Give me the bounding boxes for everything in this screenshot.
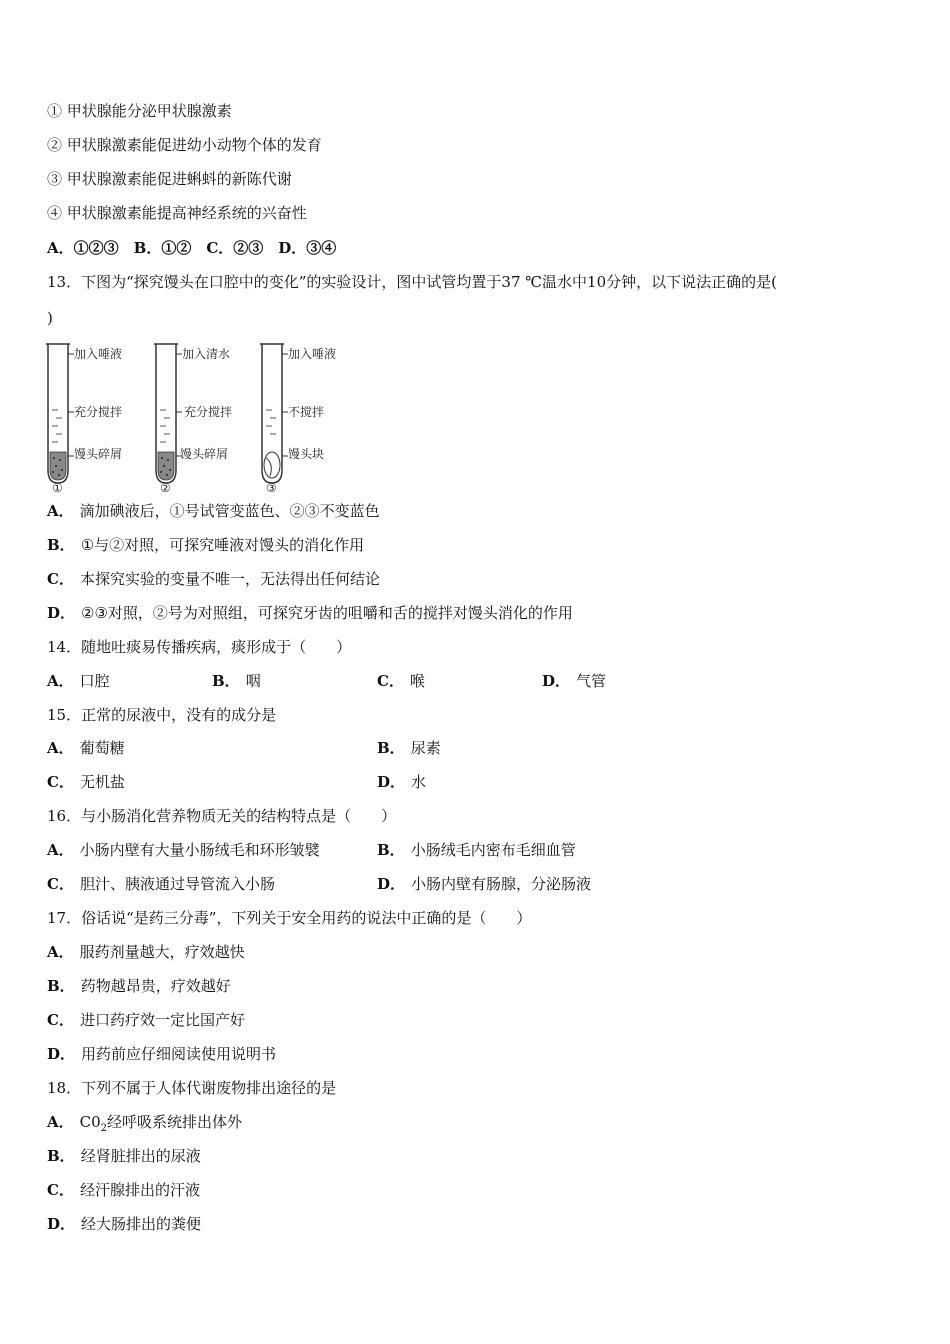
option-text: 经大肠排出的粪便 [81, 1215, 202, 1233]
option-text: 水 [411, 773, 427, 791]
q17-option-c [47, 1010, 245, 1030]
option-text: 胆汁、胰液通过导管流入小肠 [79, 875, 275, 893]
option-text: 本探究实验的变量不唯一，无法得出任何结论 [79, 570, 380, 588]
tube-3-mid-label: 不搅拌 [288, 405, 325, 419]
q13-stem-end: ) [47, 309, 53, 327]
tube-1-top-label: 加入唾液 [74, 347, 123, 361]
q15-option-c [47, 772, 125, 792]
option-text: 小肠内壁有大量小肠绒毛和环形皱襞 [79, 841, 320, 859]
option-text: 气管 [576, 672, 607, 690]
q17-option-d [47, 1044, 276, 1064]
q14-option-d [542, 671, 606, 691]
option-letter: C． [47, 1181, 74, 1199]
q16-stem: 16．与小肠消化营养物质无关的结构特点是（ ） [47, 807, 397, 825]
q13-option-d [47, 603, 573, 623]
tube-3 [260, 344, 288, 483]
option-letter: A． [47, 841, 74, 859]
q13-option-b [47, 535, 364, 555]
q14-option-c [377, 671, 425, 691]
option-text: 葡萄糖 [79, 739, 125, 757]
q15-option-d [377, 772, 426, 792]
q18-option-c [47, 1180, 200, 1200]
q12-statement-2: ② 甲状腺激素能促进幼小动物个体的发育 [47, 136, 322, 154]
q12-statement-4: ④ 甲状腺激素能提高神经系统的兴奋性 [47, 204, 307, 222]
option-letter: C． [47, 875, 74, 893]
tube-2-bottom-label: 馒头碎屑 [180, 447, 229, 461]
option-text: ②③对照，②号为对照组，可探究牙齿的咀嚼和舌的搅拌对馒头消化的作用 [81, 604, 573, 622]
option-letter: C． [47, 570, 74, 588]
tube-1 [46, 344, 74, 483]
option-text: 进口药疗效一定比国产好 [79, 1011, 245, 1029]
q16-option-a [47, 840, 320, 860]
option-letter: B． [47, 536, 75, 554]
option-letter: A． [47, 943, 74, 961]
q12-statement-1: ① 甲状腺能分泌甲状腺激素 [47, 102, 232, 120]
option-text: 小肠绒毛内密布毛细血管 [410, 841, 576, 859]
tube-3-number: ③ [266, 481, 277, 495]
tube-2-mid-label: 充分搅拌 [184, 405, 233, 419]
option-letter: D． [47, 1045, 76, 1063]
option-text: 咽 [245, 672, 261, 690]
option-text-post: 经呼吸系统排出体外 [107, 1113, 243, 1131]
option-text: ①与②对照，可探究唾液对馒头的消化作用 [80, 536, 365, 554]
q17-stem: 17．俗话说“是药三分毒”，下列关于安全用药的说法中正确的是（ ） [47, 909, 532, 927]
q15-stem: 15．正常的尿液中，没有的成分是 [47, 706, 277, 724]
q18-stem: 18．下列不属于人体代谢废物排出途径的是 [47, 1079, 337, 1097]
q12-statement-3: ③ 甲状腺激素能促进蝌蚪的新陈代谢 [47, 170, 292, 188]
q13-option-c [47, 569, 380, 589]
tube-1-number: ① [52, 481, 63, 495]
tube-3-top-label: 加入唾液 [288, 347, 337, 361]
option-letter: C． [377, 672, 404, 690]
option-letter: A． [47, 1113, 74, 1131]
q18-option-a [47, 1112, 242, 1139]
option-letter: A． [47, 672, 74, 690]
q14-stem: 14．随地吐痰易传播疾病，痰形成于（ ） [47, 638, 352, 656]
option-text: 小肠内壁有肠腺，分泌肠液 [411, 875, 592, 893]
q17-option-b [47, 976, 231, 996]
option-letter: D． [377, 773, 406, 791]
q18-option-b [47, 1146, 201, 1166]
option-text-subscript: 2 [100, 1123, 108, 1134]
q13-option-a [47, 501, 380, 521]
q15-option-a [47, 738, 125, 758]
test-tube-figure [44, 340, 354, 495]
q17-option-a [47, 942, 245, 962]
q14-option-b [212, 671, 261, 691]
tube-1-mid-label: 充分搅拌 [74, 405, 123, 419]
option-letter: D． [542, 672, 571, 690]
option-text: 经汗腺排出的汗液 [79, 1181, 200, 1199]
option-text: 经肾脏排出的尿液 [80, 1147, 201, 1165]
option-letter: C． [47, 1011, 74, 1029]
option-text: 服药剂量越大，疗效越快 [79, 943, 245, 961]
q18-option-d [47, 1214, 201, 1234]
tube-2 [154, 344, 182, 483]
q15-option-b [377, 738, 441, 758]
option-letter: B． [377, 739, 405, 757]
tube-1-bottom-label: 馒头碎屑 [74, 447, 123, 461]
q14-option-a [47, 671, 110, 691]
option-letter: D． [377, 875, 406, 893]
tube-3-bottom-label: 馒头块 [288, 447, 325, 461]
option-letter: A． [47, 502, 74, 520]
tube-2-top-label: 加入清水 [182, 347, 231, 361]
option-text: 尿素 [410, 739, 441, 757]
q16-option-d [377, 874, 591, 894]
q12-options: A．①②③ B．①② C．②③ D．③④ [47, 239, 337, 257]
q13-stem: 13．下图为“探究馒头在口腔中的变化”的实验设计，图中试管均置于37 ℃温水中10分钟，以下说法正确的是( [47, 273, 778, 291]
option-letter: B． [212, 672, 240, 690]
q16-option-b [377, 840, 576, 860]
option-letter: A． [47, 739, 74, 757]
option-letter: C． [47, 773, 74, 791]
tube-2-number: ② [160, 481, 171, 495]
option-letter: D． [47, 1215, 76, 1233]
option-letter: B． [47, 1147, 75, 1165]
option-text: 用药前应仔细阅读使用说明书 [81, 1045, 277, 1063]
option-text: 药物越昂贵，疗效越好 [80, 977, 231, 995]
option-letter: D． [47, 604, 76, 622]
option-letter: B． [377, 841, 405, 859]
option-text: 喉 [409, 672, 425, 690]
option-text: 无机盐 [79, 773, 125, 791]
q16-option-c [47, 874, 275, 894]
option-letter: B． [47, 977, 75, 995]
option-text: 口腔 [79, 672, 110, 690]
option-text: 滴加碘液后，①号试管变蓝色、②③不变蓝色 [79, 502, 380, 520]
option-text-pre: C0 [79, 1113, 101, 1131]
